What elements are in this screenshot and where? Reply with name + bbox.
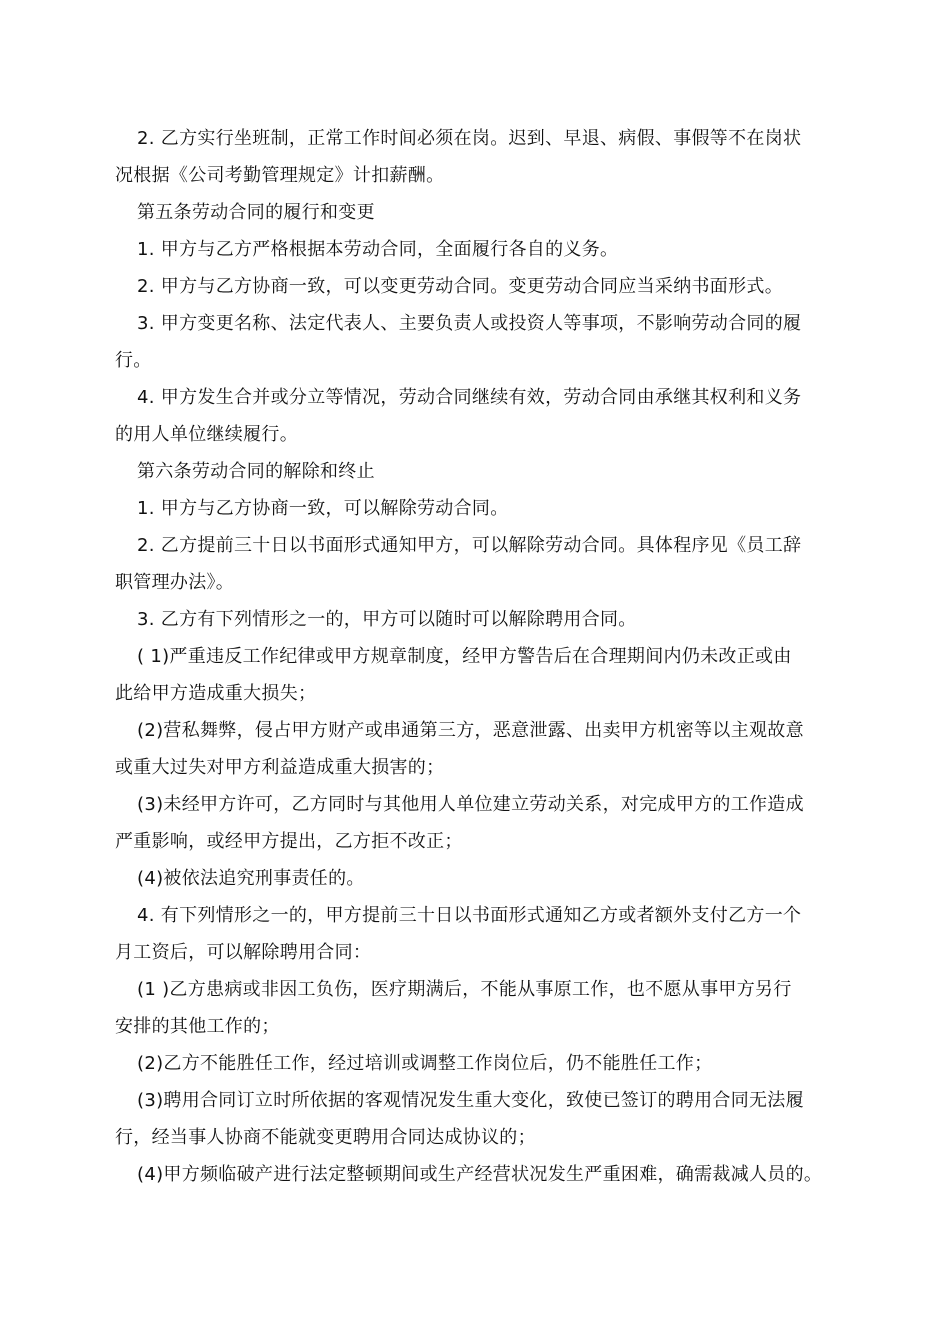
text-line: 严重影响，或经甲方提出，乙方拒不改正； [115,831,463,852]
text-line: 此给甲方造成重大损失； [115,683,317,704]
text-line: (2)营私舞弊，侵占甲方财产或串通第三方，恶意泄露、出卖甲方机密等以主观故意 [137,720,804,741]
text-line: 1. 甲方与乙方严格根据本劳动合同，全面履行各自的义务。 [137,239,619,260]
text-line: (2)乙方不能胜任工作，经过培训或调整工作岗位后，仍不能胜任工作； [137,1053,713,1074]
document-body [115,120,850,1193]
text-line: 1. 甲方与乙方协商一致，可以解除劳动合同。 [137,498,509,519]
text-line: 行，经当事人协商不能就变更聘用合同达成协议的； [115,1127,536,1148]
text-line: 或重大过失对甲方利益造成重大损害的； [115,757,445,778]
text-line: (1 )乙方患病或非因工负伤，医疗期满后，不能从事原工作，也不愿从事甲方另行 [137,979,792,1000]
text-line: (3)未经甲方许可，乙方同时与其他用人单位建立劳动关系，对完成甲方的工作造成 [137,794,804,815]
text-line: 第六条劳动合同的解除和终止 [137,461,375,482]
text-line: 职管理办法》。 [115,572,235,593]
text-line: 行。 [115,350,152,371]
text-line: 4. 有下列情形之一的，甲方提前三十日以书面形式通知乙方或者额外支付乙方一个 [137,905,802,926]
text-line: 月工资后，可以解除聘用合同： [115,942,372,963]
text-line: ( 1)严重违反工作纪律或甲方规章制度，经甲方警告后在合理期间内仍未改正或由 [137,646,792,667]
text-line: (4)被依法追究刑事责任的。 [137,868,365,889]
text-line: 3. 乙方有下列情形之一的，甲方可以随时可以解除聘用合同。 [137,609,637,630]
text-line: 第五条劳动合同的履行和变更 [137,202,375,223]
text-line: 4. 甲方发生合并或分立等情况，劳动合同继续有效，劳动合同由承继其权利和义务 [137,387,802,408]
text-line: 2. 乙方实行坐班制，正常工作时间必须在岗。迟到、早退、病假、事假等不在岗状 [137,128,802,149]
text-line: 2. 乙方提前三十日以书面形式通知甲方，可以解除劳动合同。具体程序见《员工辞 [137,535,802,556]
text-line: (4)甲方频临破产进行法定整顿期间或生产经营状况发生严重困难，确需裁减人员的。 [137,1164,823,1185]
text-line: 况根据《公司考勤管理规定》计扣薪酬。 [115,165,445,186]
text-line: 3. 甲方变更名称、法定代表人、主要负责人或投资人等事项，不影响劳动合同的履 [137,313,802,334]
text-line: 2. 甲方与乙方协商一致，可以变更劳动合同。变更劳动合同应当采纳书面形式。 [137,276,783,297]
text-line: (3)聘用合同订立时所依据的客观情况发生重大变化，致使已签订的聘用合同无法履 [137,1090,804,1111]
text-line: 安排的其他工作的； [115,1016,280,1037]
text-line: 的用人单位继续履行。 [115,424,298,445]
